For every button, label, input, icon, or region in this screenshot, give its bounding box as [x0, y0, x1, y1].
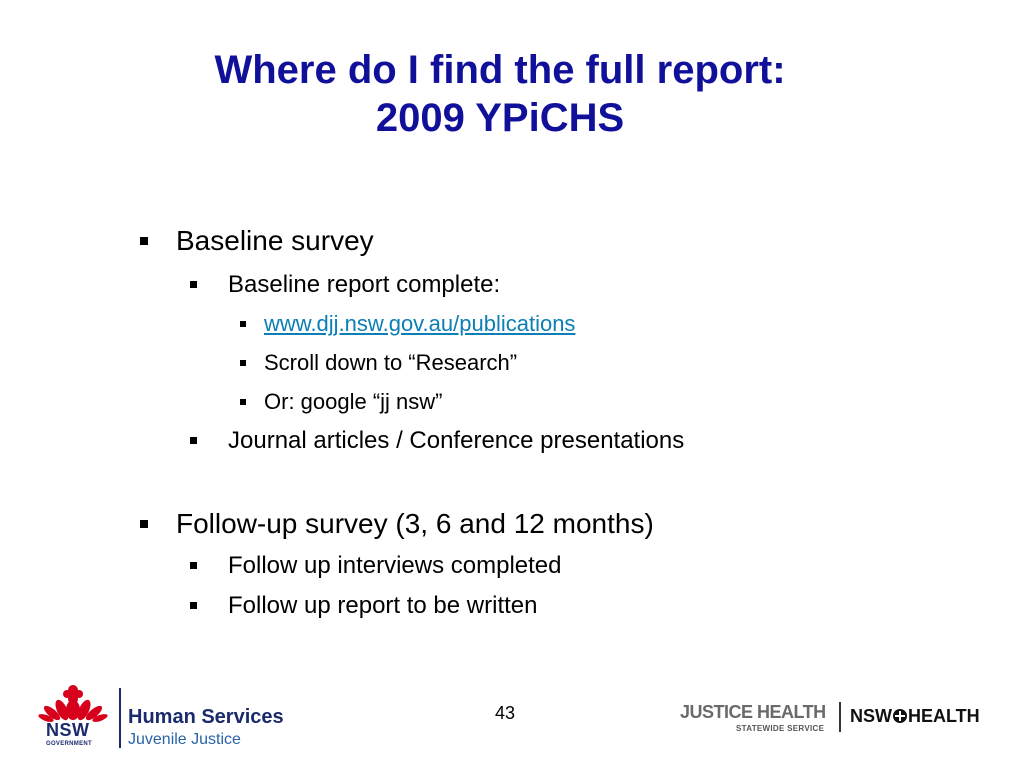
square-bullet-icon — [190, 562, 197, 569]
bullet-baseline-survey: Baseline survey — [176, 224, 374, 258]
square-bullet-icon — [240, 360, 246, 366]
statewide-service-label: STATEWIDE SERVICE — [736, 724, 825, 733]
bullet-journal-articles: Journal articles / Conference presentations — [228, 426, 684, 456]
bullet-follow-up-interviews: Follow up interviews completed — [228, 551, 561, 581]
justice-health-label: JUSTICE HEALTH — [680, 702, 826, 722]
nsw-government-label: GOVERNMENT — [46, 741, 93, 747]
slide-title-line-1: Where do I find the full report: — [214, 48, 786, 92]
human-services-label: Human Services — [128, 706, 284, 728]
square-bullet-icon — [190, 281, 197, 288]
bullet-baseline-report: Baseline report complete: — [228, 270, 500, 300]
waratah-small-icon — [892, 708, 908, 724]
bullet-scroll-down: Scroll down to “Research” — [264, 349, 517, 377]
nsw-human-services-logo — [38, 680, 298, 750]
bullet-publications-link — [264, 310, 575, 338]
square-bullet-icon — [140, 520, 148, 528]
square-bullet-icon — [190, 437, 197, 444]
nsw-health-logo: NSW HEALTH — [850, 706, 980, 726]
juvenile-justice-label: Juvenile Justice — [128, 731, 241, 748]
page-number: 43 — [494, 703, 516, 723]
square-bullet-icon — [240, 399, 246, 405]
publications-link[interactable]: www.djj.nsw.gov.au/publications — [264, 311, 576, 336]
logo-divider — [839, 702, 841, 732]
nsw-wordmark: NSW — [46, 720, 90, 740]
square-bullet-icon — [140, 237, 148, 245]
square-bullet-icon — [190, 602, 197, 609]
bullet-google: Or: google “jj nsw” — [264, 388, 443, 416]
waratah-icon — [38, 680, 108, 722]
bullet-follow-up-survey: Follow-up survey (3, 6 and 12 months) — [176, 507, 654, 541]
logo-divider — [119, 688, 121, 748]
bullet-follow-up-report: Follow up report to be written — [228, 591, 537, 621]
slide-title-line-2: 2009 YPiCHS — [375, 96, 625, 140]
square-bullet-icon — [240, 321, 246, 327]
justice-health-logo — [676, 700, 1016, 740]
